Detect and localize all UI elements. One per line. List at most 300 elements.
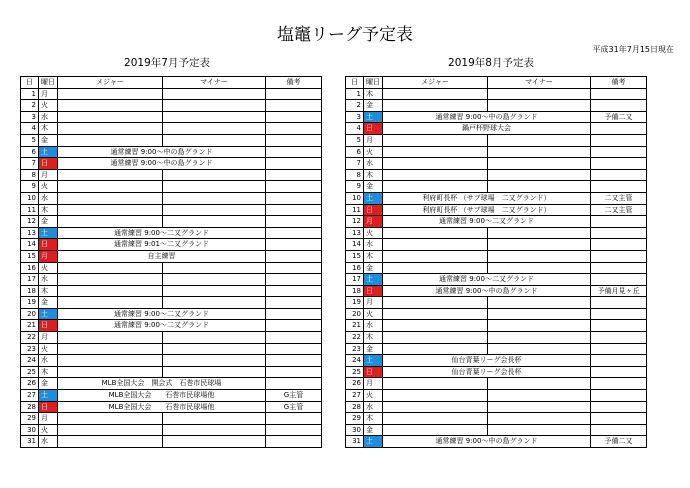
table-row [346,401,647,413]
august-schedule-title: 2019年8月予定表 [448,57,534,69]
note-cell [266,134,322,146]
major-cell [58,366,163,378]
day-cell: 27 [21,390,39,402]
note-cell [266,308,322,320]
event-cell: MLB全国大会 石巻市民球場他 [58,401,266,413]
major-cell [58,134,163,146]
event-cell: 通常練習 9:01～二又グランド [58,239,266,251]
major-cell [383,320,488,332]
note-cell [591,227,647,239]
weekday-cell: 水 [39,355,58,367]
table-row [21,250,322,262]
note-cell [591,100,647,112]
table-row [21,134,322,146]
major-cell [58,88,163,100]
note-cell [591,239,647,251]
table-row [21,355,322,367]
day-cell: 23 [21,343,39,355]
day-cell: 28 [21,401,39,413]
table-row [346,297,647,309]
note-cell: G主管 [266,390,322,402]
col-weekday: 曜日 [364,77,383,89]
major-cell [58,100,163,112]
table-row [346,111,647,123]
table-row [346,100,647,112]
day-cell: 7 [346,158,364,170]
day-cell: 9 [346,181,364,193]
day-cell: 22 [346,332,364,344]
note-cell [266,366,322,378]
weekday-cell: 日 [39,320,58,332]
major-cell [383,401,488,413]
weekday-cell: 木 [364,250,383,262]
day-cell: 19 [21,297,39,309]
weekday-cell: 火 [364,390,383,402]
note-cell [591,181,647,193]
august-rows [346,88,647,447]
weekday-cell: 金 [39,378,58,390]
major-cell [58,424,163,436]
day-cell: 19 [346,297,364,309]
weekday-cell: 火 [39,424,58,436]
minor-cell [488,181,591,193]
note-cell [591,262,647,274]
note-cell [266,413,322,425]
table-row [346,274,647,286]
weekday-cell: 日 [39,239,58,251]
major-cell [58,192,163,204]
note-cell [591,308,647,320]
note-cell [591,88,647,100]
day-cell: 4 [21,123,39,135]
table-row [21,332,322,344]
weekday-cell: 木 [39,204,58,216]
day-cell: 6 [21,146,39,158]
day-cell: 21 [21,320,39,332]
minor-cell [488,146,591,158]
weekday-cell: 火 [364,308,383,320]
weekday-cell: 日 [39,158,58,170]
major-cell [383,262,488,274]
day-cell: 17 [21,274,39,286]
major-cell [383,227,488,239]
note-cell [591,320,647,332]
table-row [21,123,322,135]
weekday-cell: 日 [364,285,383,297]
event-cell: 利府町長杯 （サブ球場 二又グランド） [383,204,591,216]
table-row [21,320,322,332]
weekday-cell: 土 [364,355,383,367]
day-cell: 12 [346,216,364,228]
major-cell [383,250,488,262]
note-cell [266,297,322,309]
day-cell: 16 [21,262,39,274]
minor-cell [163,274,266,286]
minor-cell [163,216,266,228]
weekday-cell: 日 [364,204,383,216]
col-day: 日 [21,77,39,89]
table-row [346,192,647,204]
weekday-cell: 金 [364,181,383,193]
day-cell: 24 [346,355,364,367]
weekday-cell: 水 [364,158,383,170]
table-row [21,390,322,402]
table-row [346,134,647,146]
weekday-cell: 月 [364,297,383,309]
event-cell: 利府町長杯 （サブ球場 二又グランド） [383,192,591,204]
note-cell [591,134,647,146]
table-row [346,320,647,332]
day-cell: 20 [346,308,364,320]
minor-cell [488,424,591,436]
weekday-cell: 木 [39,366,58,378]
note-cell [266,424,322,436]
day-cell: 7 [21,158,39,170]
day-cell: 3 [346,111,364,123]
major-cell [383,332,488,344]
event-cell: 通常練習 9:00～中の島グランド [58,158,266,170]
day-cell: 30 [21,424,39,436]
table-row [21,146,322,158]
table-row [346,158,647,170]
col-day: 日 [346,77,364,89]
minor-cell [163,134,266,146]
note-cell [591,274,647,286]
col-minor: マイナー [163,77,266,89]
minor-cell [163,297,266,309]
note-cell [266,100,322,112]
day-cell: 31 [346,436,364,448]
day-cell: 11 [21,204,39,216]
day-cell: 25 [346,366,364,378]
table-row [21,158,322,170]
weekday-cell: 水 [39,274,58,286]
event-cell: 仙台青葉リーグ会長杯 [383,355,591,367]
weekday-cell: 土 [364,192,383,204]
weekday-cell: 金 [364,424,383,436]
weekday-cell: 水 [39,111,58,123]
day-cell: 14 [346,239,364,251]
weekday-cell: 日 [364,123,383,135]
note-cell [266,123,322,135]
minor-cell [488,88,591,100]
major-cell [383,378,488,390]
note-cell [266,332,322,344]
minor-cell [163,436,266,448]
minor-cell [488,390,591,402]
weekday-cell: 土 [364,111,383,123]
day-cell: 5 [21,134,39,146]
day-cell: 10 [346,192,364,204]
weekday-cell: 土 [39,227,58,239]
minor-cell [488,100,591,112]
col-major: メジャー [58,77,163,89]
table-row [21,401,322,413]
minor-cell [163,192,266,204]
table-row [21,297,322,309]
note-cell [266,227,322,239]
minor-cell [488,320,591,332]
note-cell [266,262,322,274]
event-cell: 通常練習 9:00～二又グランド [58,227,266,239]
table-row [21,169,322,181]
weekday-cell: 木 [364,169,383,181]
table-row [346,216,647,228]
header-row [21,77,322,89]
minor-cell [488,378,591,390]
day-cell: 29 [21,413,39,425]
note-cell [266,192,322,204]
minor-cell [163,366,266,378]
major-cell [58,123,163,135]
table-row [21,239,322,251]
day-cell: 10 [21,192,39,204]
minor-cell [488,158,591,170]
major-cell [58,262,163,274]
weekday-cell: 木 [39,123,58,135]
minor-cell [488,413,591,425]
table-row [346,262,647,274]
major-cell [383,343,488,355]
note-cell [266,378,322,390]
day-cell: 15 [346,250,364,262]
table-row [21,216,322,228]
minor-cell [488,343,591,355]
minor-cell [488,308,591,320]
day-cell: 8 [21,169,39,181]
day-cell: 1 [346,88,364,100]
weekday-cell: 金 [364,100,383,112]
note-cell: G主管 [266,401,322,413]
major-cell [58,181,163,193]
major-cell [383,424,488,436]
table-row [346,308,647,320]
minor-cell [488,332,591,344]
event-cell: 通常練習 9:00～中の島グランド [383,285,591,297]
note-cell [591,413,647,425]
weekday-cell: 火 [39,100,58,112]
table-row [21,366,322,378]
table-row [346,436,647,448]
note-cell [266,181,322,193]
note-cell [266,343,322,355]
col-note: 備考 [591,77,647,89]
day-cell: 30 [346,424,364,436]
note-cell [591,332,647,344]
minor-cell [163,285,266,297]
major-cell [383,146,488,158]
note-cell: 二又主管 [591,192,647,204]
table-row [346,227,647,239]
note-cell [266,250,322,262]
day-cell: 25 [21,366,39,378]
event-cell: MLB全国大会 開会式 石巻市民球場 [58,378,266,390]
day-cell: 18 [346,285,364,297]
weekday-cell: 水 [364,239,383,251]
major-cell [383,413,488,425]
note-cell [591,158,647,170]
weekday-cell: 月 [39,413,58,425]
weekday-cell: 月 [39,169,58,181]
weekday-cell: 日 [364,366,383,378]
note-cell [266,169,322,181]
note-cell [266,285,322,297]
note-cell [591,146,647,158]
day-cell: 27 [346,390,364,402]
note-cell [266,146,322,158]
major-cell [58,343,163,355]
event-cell: 通常練習 9:00～中の島グランド [383,436,591,448]
major-cell [383,158,488,170]
note-cell [266,239,322,251]
july-schedule-title: 2019年7月予定表 [124,57,210,69]
note-cell [591,123,647,135]
weekday-cell: 水 [364,401,383,413]
table-row [21,88,322,100]
weekday-cell: 木 [364,88,383,100]
col-major: メジャー [383,77,488,89]
weekday-cell: 月 [39,332,58,344]
event-cell: 通常練習 9:00～二又グランド [383,216,591,228]
table-row [21,192,322,204]
note-cell: 予備二又 [591,111,647,123]
minor-cell [488,169,591,181]
major-cell [383,134,488,146]
day-cell: 13 [346,227,364,239]
minor-cell [488,297,591,309]
table-row [346,88,647,100]
weekday-cell: 火 [364,146,383,158]
day-cell: 2 [21,100,39,112]
note-cell [266,204,322,216]
table-row [346,285,647,297]
weekday-cell: 金 [364,343,383,355]
weekday-cell: 水 [39,192,58,204]
minor-cell [163,100,266,112]
weekday-cell: 日 [39,401,58,413]
day-cell: 9 [21,181,39,193]
event-cell: 自主練習 [58,250,266,262]
note-cell [591,216,647,228]
weekday-cell: 月 [364,216,383,228]
weekday-cell: 火 [39,181,58,193]
day-cell: 6 [346,146,364,158]
page-title: 塩竈リーグ予定表 [277,25,413,45]
table-row [346,181,647,193]
major-cell [383,88,488,100]
minor-cell [488,401,591,413]
as-of-date: 平成31年7月15日現在 [592,45,674,54]
weekday-cell: 木 [364,413,383,425]
note-cell [591,169,647,181]
note-cell [591,390,647,402]
event-cell: 通常練習 9:00～中の島グランド [383,111,591,123]
minor-cell [163,355,266,367]
july-schedule-table [20,76,322,448]
weekday-cell: 土 [364,274,383,286]
minor-cell [163,169,266,181]
weekday-cell: 土 [364,436,383,448]
table-row [346,390,647,402]
weekday-cell: 月 [364,134,383,146]
major-cell [58,169,163,181]
table-row [346,239,647,251]
minor-cell [163,343,266,355]
minor-cell [488,250,591,262]
note-cell [266,320,322,332]
table-row [346,123,647,135]
weekday-cell: 土 [39,308,58,320]
weekday-cell: 金 [39,297,58,309]
day-cell: 11 [346,204,364,216]
minor-cell [163,424,266,436]
major-cell [58,297,163,309]
day-cell: 14 [21,239,39,251]
august-schedule-table [345,76,647,448]
day-cell: 28 [346,401,364,413]
minor-cell [488,239,591,251]
weekday-cell: 木 [39,285,58,297]
weekday-cell: 火 [39,343,58,355]
minor-cell [163,123,266,135]
minor-cell [488,262,591,274]
weekday-cell: 火 [39,262,58,274]
major-cell [383,297,488,309]
table-row [21,204,322,216]
weekday-cell: 金 [39,134,58,146]
weekday-cell: 土 [39,390,58,402]
major-cell [58,274,163,286]
minor-cell [488,134,591,146]
minor-cell [163,332,266,344]
col-note: 備考 [266,77,322,89]
day-cell: 22 [21,332,39,344]
day-cell: 29 [346,413,364,425]
table-row [346,204,647,216]
note-cell [266,355,322,367]
table-row [346,332,647,344]
minor-cell [163,181,266,193]
header-row [346,77,647,89]
major-cell [58,204,163,216]
day-cell: 21 [346,320,364,332]
day-cell: 13 [21,227,39,239]
major-cell [58,413,163,425]
major-cell [58,355,163,367]
note-cell [591,424,647,436]
event-cell: 通常練習 9:00～二又グランド [58,308,266,320]
note-cell: 予備二又 [591,436,647,448]
minor-cell [163,111,266,123]
note-cell [266,216,322,228]
note-cell [591,250,647,262]
event-cell: 通常練習 9:00～中の島グランド [58,146,266,158]
table-row [21,413,322,425]
note-cell [591,366,647,378]
event-cell: MLB全国大会 石巻市民球場他 [58,390,266,402]
note-cell: 予備月見ヶ丘 [591,285,647,297]
weekday-cell: 金 [39,216,58,228]
day-cell: 2 [346,100,364,112]
day-cell: 23 [346,343,364,355]
weekday-cell: 水 [39,436,58,448]
table-row [21,424,322,436]
day-cell: 8 [346,169,364,181]
major-cell [58,216,163,228]
table-row [21,111,322,123]
event-cell: 鍋戸杯野球大会 [383,123,591,135]
day-cell: 16 [346,262,364,274]
